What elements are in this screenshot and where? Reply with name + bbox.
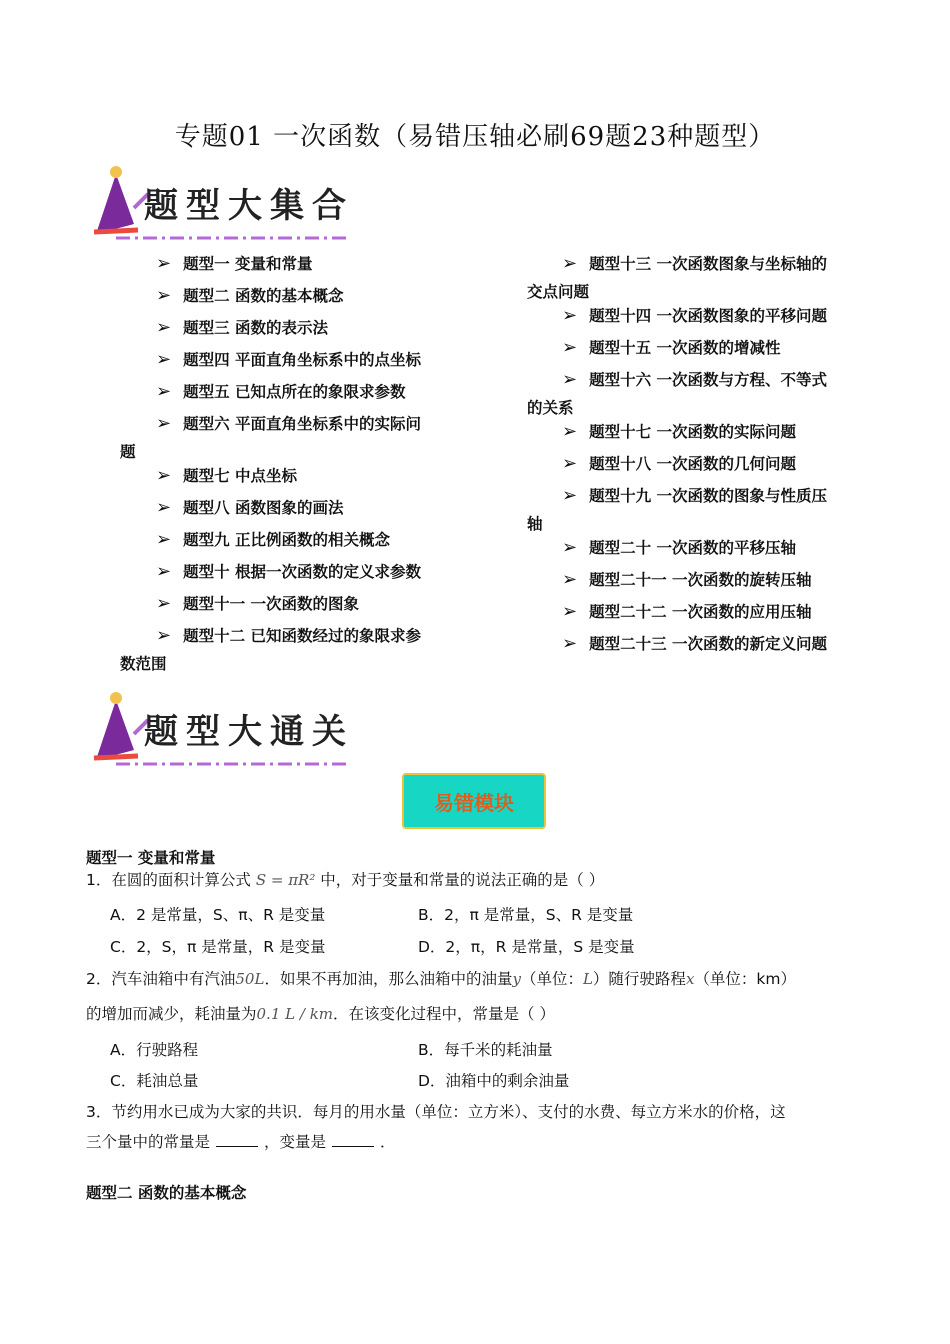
formula: 0.1 L / km <box>256 1005 334 1023</box>
banner-collection-text: 题型大集合 <box>144 186 354 226</box>
answer-blank[interactable] <box>216 1132 258 1147</box>
toc-item-label: 题型十 根据一次函数的定义求参数 <box>183 563 421 581</box>
arrow-bullet-icon: ➢ <box>562 453 578 474</box>
formula: x <box>685 970 695 988</box>
question-3-line-1: 3．节约用水已成为大家的共识．每月的用水量（单位：立方米）、支付的水费、每立方米水的价格，这 <box>86 1103 786 1121</box>
question-text: ）随行驶路程 <box>592 970 686 988</box>
arrow-bullet-icon: ➢ <box>156 625 172 646</box>
arrow-bullet-icon: ➢ <box>562 485 578 506</box>
arrow-bullet-icon: ➢ <box>562 337 578 358</box>
section-heading: 题型一 变量和常量 <box>86 849 216 867</box>
arrow-bullet-icon: ➢ <box>156 593 172 614</box>
arrow-bullet-icon: ➢ <box>156 285 172 306</box>
arrow-bullet-icon: ➢ <box>156 381 172 402</box>
arrow-bullet-icon: ➢ <box>562 569 578 590</box>
formula: S = πR² <box>255 871 316 889</box>
question-text: ．如果不再加油，那么油箱中的油量 <box>264 970 513 988</box>
option-d: D．2，π，R 是常量，S 是变量 <box>418 938 635 956</box>
toc-item[interactable] <box>156 254 313 274</box>
toc-item[interactable] <box>562 306 827 326</box>
option-c: C．耗油总量 <box>110 1072 199 1090</box>
toc-item-continuation: 轴 <box>527 515 543 533</box>
arrow-bullet-icon: ➢ <box>156 497 172 518</box>
answer-blank[interactable] <box>332 1132 374 1147</box>
toc-item-label: 题型十九 一次函数的图象与性质压 <box>589 487 827 505</box>
option-d: D．油箱中的剩余油量 <box>418 1072 570 1090</box>
banner-pass-text: 题型大通关 <box>144 712 354 752</box>
toc-item-label: 题型二十三 一次函数的新定义问题 <box>589 635 827 653</box>
question-text: ，变量是 <box>264 1133 327 1151</box>
option-a: A．行驶路程 <box>110 1041 199 1059</box>
toc-item[interactable] <box>156 350 421 370</box>
toc-item[interactable] <box>156 562 421 582</box>
arrow-bullet-icon: ➢ <box>562 369 578 390</box>
toc-item-label: 题型九 正比例函数的相关概念 <box>183 531 390 549</box>
arrow-bullet-icon: ➢ <box>156 317 172 338</box>
arrow-bullet-icon: ➢ <box>562 305 578 326</box>
toc-item-label: 题型二十二 一次函数的应用压轴 <box>589 603 812 621</box>
arrow-bullet-icon: ➢ <box>156 253 172 274</box>
arrow-bullet-icon: ➢ <box>562 601 578 622</box>
toc-item[interactable] <box>562 538 796 558</box>
question-1 <box>86 868 604 890</box>
toc-item[interactable] <box>562 370 827 390</box>
page-title: 专题01 一次函数（易错压轴必刷69题23种题型） <box>174 122 776 152</box>
toc-item-continuation: 题 <box>120 443 136 461</box>
toc-item-label: 题型十六 一次函数与方程、不等式 <box>589 371 827 389</box>
arrow-bullet-icon: ➢ <box>562 421 578 442</box>
option-b: B．每千米的耗油量 <box>418 1041 553 1059</box>
toc-item[interactable] <box>156 466 297 486</box>
arrow-bullet-icon: ➢ <box>562 633 578 654</box>
question-text: ．在该变化过程中，常量是（ ） <box>333 1005 555 1023</box>
toc-item-label: 题型十二 已知函数经过的象限求参 <box>183 627 421 645</box>
toc-item-label: 题型七 中点坐标 <box>183 467 297 485</box>
toc-item-label: 题型三 函数的表示法 <box>183 319 328 337</box>
question-text: 的增加而减少，耗油量为 <box>86 1005 257 1023</box>
toc-item-label: 题型十三 一次函数图象与坐标轴的 <box>589 255 827 273</box>
toc-item[interactable] <box>562 486 827 506</box>
toc-item[interactable] <box>156 382 406 402</box>
question-text: 中，对于变量和常量的说法正确的是（ ） <box>320 871 605 889</box>
toc-item-label: 题型二十 一次函数的平移压轴 <box>589 539 796 557</box>
question-text: （单位：km） <box>694 970 796 988</box>
toc-item-continuation: 交点问题 <box>527 283 590 301</box>
arrow-bullet-icon: ➢ <box>562 253 578 274</box>
arrow-bullet-icon: ➢ <box>156 465 172 486</box>
formula: L <box>582 970 593 988</box>
arrow-bullet-icon: ➢ <box>156 561 172 582</box>
toc-item[interactable] <box>562 634 827 654</box>
toc-item-continuation: 数范围 <box>120 655 167 673</box>
toc-item[interactable] <box>562 254 827 274</box>
toc-item-continuation: 的关系 <box>527 399 574 417</box>
option-b: B．2，π 是常量，S、R 是变量 <box>418 906 634 924</box>
section-heading: 题型二 函数的基本概念 <box>86 1184 247 1202</box>
toc-item[interactable] <box>562 570 812 590</box>
toc-item[interactable] <box>156 530 390 550</box>
question-text: 1．在圆的面积计算公式 <box>86 871 251 889</box>
toc-item[interactable] <box>562 422 796 442</box>
toc-item[interactable] <box>156 318 328 338</box>
toc-item-label: 题型十一 一次函数的图象 <box>183 595 359 613</box>
toc-item-label: 题型六 平面直角坐标系中的实际问 <box>183 415 421 433</box>
toc-item[interactable] <box>156 498 344 518</box>
toc-item[interactable] <box>156 594 359 614</box>
toc-item-label: 题型十四 一次函数图象的平移问题 <box>589 307 827 325</box>
arrow-bullet-icon: ➢ <box>562 537 578 558</box>
toc-item-label: 题型十八 一次函数的几何问题 <box>589 455 796 473</box>
arrow-bullet-icon: ➢ <box>156 413 172 434</box>
toc-item-label: 题型八 函数图象的画法 <box>183 499 344 517</box>
toc-item[interactable] <box>156 626 421 646</box>
option-c: C．2，S，π 是常量，R 是变量 <box>110 938 326 956</box>
toc-item[interactable] <box>562 338 781 358</box>
option-a: A．2 是常量，S、π、R 是变量 <box>110 906 326 924</box>
toc-item-label: 题型二 函数的基本概念 <box>183 287 344 305</box>
formula: 50L <box>235 970 265 988</box>
toc-item[interactable] <box>156 414 421 434</box>
question-2-line-2 <box>86 1002 555 1024</box>
toc-item-label: 题型一 变量和常量 <box>183 255 313 273</box>
toc-item[interactable] <box>562 602 812 622</box>
question-2-line-1 <box>86 967 796 989</box>
toc-item-label: 题型十七 一次函数的实际问题 <box>589 423 796 441</box>
toc-item-label: 题型四 平面直角坐标系中的点坐标 <box>183 351 421 369</box>
toc-item-label: 题型五 已知点所在的象限求参数 <box>183 383 406 401</box>
toc-item[interactable] <box>156 286 344 306</box>
question-text: （单位： <box>520 970 583 988</box>
question-3-line-2 <box>86 1130 396 1152</box>
banner-pass <box>86 690 356 774</box>
question-text: 三个量中的常量是 <box>86 1133 211 1151</box>
question-text: 2．汽车油箱中有汽油 <box>86 970 236 988</box>
question-text: ． <box>380 1133 396 1151</box>
arrow-bullet-icon: ➢ <box>156 529 172 550</box>
formula: y <box>512 970 521 988</box>
toc-item-label: 题型十五 一次函数的增减性 <box>589 339 781 357</box>
module-badge: 易错模块 <box>402 773 546 829</box>
toc-item-label: 题型二十一 一次函数的旋转压轴 <box>589 571 812 589</box>
banner-collection <box>86 164 356 248</box>
toc-item[interactable] <box>562 454 796 474</box>
arrow-bullet-icon: ➢ <box>156 349 172 370</box>
